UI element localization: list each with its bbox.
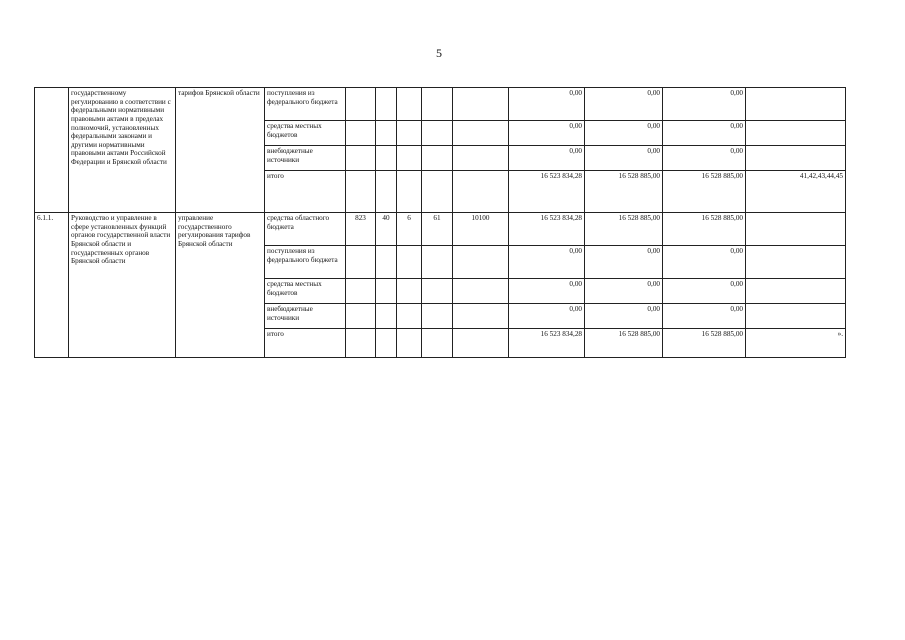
rz-cell xyxy=(376,329,397,358)
grbs-cell xyxy=(346,304,376,329)
vr-cell xyxy=(453,88,509,121)
year3-amount-cell: 0,00 xyxy=(663,246,746,279)
year1-amount-cell: 16 523 834,28 xyxy=(509,213,585,246)
indicator-cell: 41,42,43,44,45 xyxy=(746,171,846,213)
grbs-cell xyxy=(346,88,376,121)
grbs-cell xyxy=(346,146,376,171)
measure-name-cell: государственному регулированию в соответствии с федеральными нормативными правовыми актами в пределах полномочий, установленных федеральными законами и другими нормативными правовыми актами Российской Федерации и Брянской области xyxy=(69,88,176,213)
table-row xyxy=(35,213,846,246)
pr-cell xyxy=(397,329,422,358)
year1-amount-cell: 0,00 xyxy=(509,246,585,279)
year3-amount-cell: 16 528 885,00 xyxy=(663,329,746,358)
row-number-cell: 6.1.1. xyxy=(35,213,69,358)
year2-amount-cell: 0,00 xyxy=(585,146,663,171)
vr-cell xyxy=(453,304,509,329)
source-cell: средства областного бюджета xyxy=(265,213,346,246)
source-cell: внебюджетные источники xyxy=(265,304,346,329)
pr-cell xyxy=(397,279,422,304)
year2-amount-cell: 0,00 xyxy=(585,88,663,121)
rz-cell xyxy=(376,246,397,279)
source-cell: поступления из федерального бюджета xyxy=(265,88,346,121)
table-row xyxy=(35,88,846,121)
cs-cell: 61 xyxy=(422,213,453,246)
executor-cell: управление государственного регулирования тарифов Брянской области xyxy=(176,213,265,358)
year1-amount-cell: 0,00 xyxy=(509,88,585,121)
rz-cell xyxy=(376,88,397,121)
executor-cell: тарифов Брянской области xyxy=(176,88,265,213)
year1-amount-cell: 0,00 xyxy=(509,146,585,171)
cs-cell xyxy=(422,246,453,279)
indicator-cell xyxy=(746,88,846,121)
vr-cell xyxy=(453,329,509,358)
source-cell: внебюджетные источники xyxy=(265,146,346,171)
pr-cell xyxy=(397,146,422,171)
cs-cell xyxy=(422,146,453,171)
year1-amount-cell: 16 523 834,28 xyxy=(509,329,585,358)
row-number-cell xyxy=(35,88,69,213)
vr-cell xyxy=(453,279,509,304)
cs-cell xyxy=(422,88,453,121)
source-cell: поступления из федерального бюджета xyxy=(265,246,346,279)
year2-amount-cell: 0,00 xyxy=(585,304,663,329)
year2-amount-cell: 0,00 xyxy=(585,121,663,146)
indicator-cell xyxy=(746,146,846,171)
year3-amount-cell: 0,00 xyxy=(663,121,746,146)
grbs-cell xyxy=(346,246,376,279)
pr-cell xyxy=(397,171,422,213)
year1-amount-cell: 0,00 xyxy=(509,121,585,146)
pr-cell: 6 xyxy=(397,213,422,246)
year3-amount-cell: 0,00 xyxy=(663,304,746,329)
year2-amount-cell: 16 528 885,00 xyxy=(585,171,663,213)
year1-amount-cell: 16 523 834,28 xyxy=(509,171,585,213)
grbs-cell xyxy=(346,329,376,358)
vr-cell xyxy=(453,171,509,213)
year2-amount-cell: 0,00 xyxy=(585,246,663,279)
rz-cell xyxy=(376,146,397,171)
pr-cell xyxy=(397,304,422,329)
year3-amount-cell: 16 528 885,00 xyxy=(663,171,746,213)
pr-cell xyxy=(397,88,422,121)
budget-table xyxy=(34,87,846,358)
year3-amount-cell: 0,00 xyxy=(663,88,746,121)
grbs-cell xyxy=(346,171,376,213)
year2-amount-cell: 16 528 885,00 xyxy=(585,329,663,358)
source-cell: итого xyxy=(265,329,346,358)
year1-amount-cell: 0,00 xyxy=(509,304,585,329)
indicator-cell xyxy=(746,121,846,146)
measure-name-cell: Руководство и управление в сфере установленных функций органов государственной власти Брянской области и государственных органов Брянской области xyxy=(69,213,176,358)
cs-cell xyxy=(422,279,453,304)
page-number: 5 xyxy=(436,46,442,60)
pr-cell xyxy=(397,246,422,279)
vr-cell xyxy=(453,146,509,171)
grbs-cell xyxy=(346,279,376,304)
cs-cell xyxy=(422,329,453,358)
year3-amount-cell: 0,00 xyxy=(663,146,746,171)
indicator-cell xyxy=(746,304,846,329)
rz-cell: 40 xyxy=(376,213,397,246)
indicator-cell xyxy=(746,279,846,304)
cs-cell xyxy=(422,121,453,146)
year1-amount-cell: 0,00 xyxy=(509,279,585,304)
indicator-cell xyxy=(746,246,846,279)
source-cell: итого xyxy=(265,171,346,213)
rz-cell xyxy=(376,121,397,146)
vr-cell: 10100 xyxy=(453,213,509,246)
year2-amount-cell: 0,00 xyxy=(585,279,663,304)
source-cell: средства местных бюджетов xyxy=(265,121,346,146)
grbs-cell: 823 xyxy=(346,213,376,246)
vr-cell xyxy=(453,246,509,279)
cs-cell xyxy=(422,171,453,213)
grbs-cell xyxy=(346,121,376,146)
year2-amount-cell: 16 528 885,00 xyxy=(585,213,663,246)
rz-cell xyxy=(376,304,397,329)
source-cell: средства местных бюджетов xyxy=(265,279,346,304)
closing-quote-cell: ». xyxy=(746,329,846,358)
rz-cell xyxy=(376,279,397,304)
vr-cell xyxy=(453,121,509,146)
rz-cell xyxy=(376,171,397,213)
year3-amount-cell: 0,00 xyxy=(663,279,746,304)
cs-cell xyxy=(422,304,453,329)
year3-amount-cell: 16 528 885,00 xyxy=(663,213,746,246)
indicator-cell xyxy=(746,213,846,246)
pr-cell xyxy=(397,121,422,146)
